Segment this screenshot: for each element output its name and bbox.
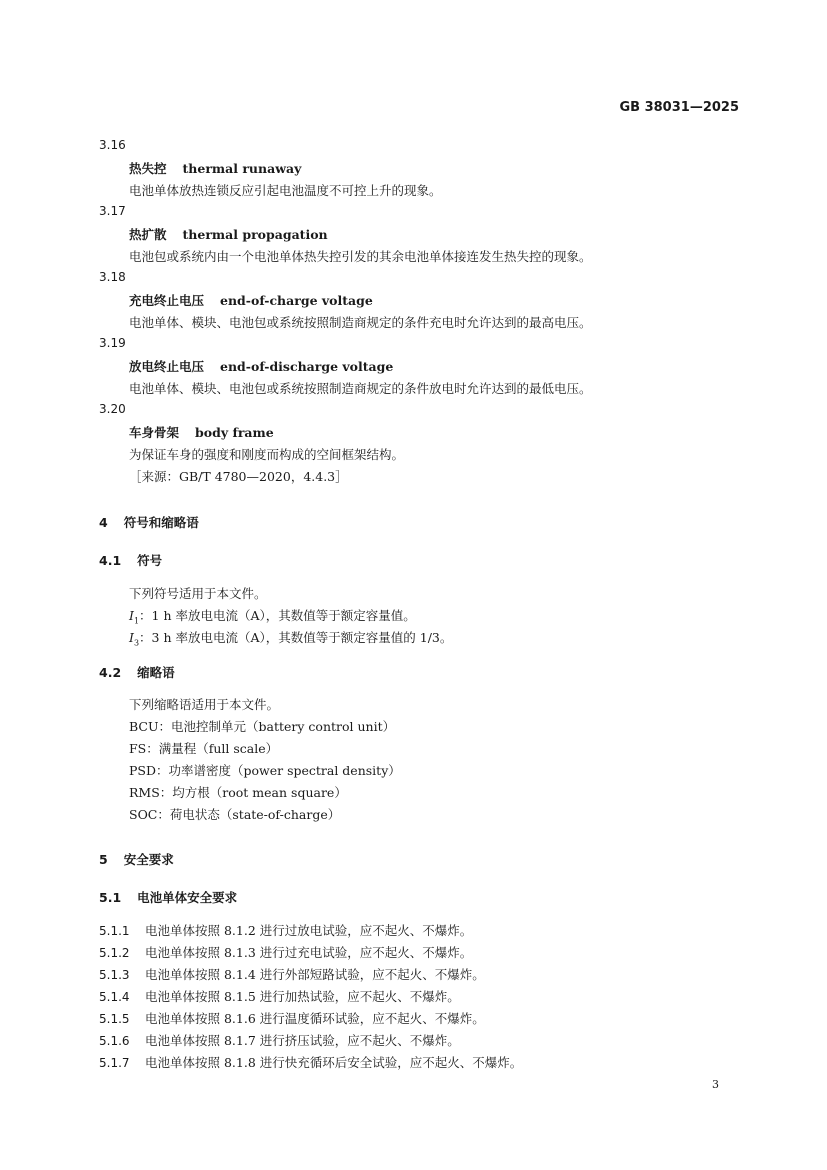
subsection-title: 符号	[137, 553, 163, 568]
term-number: 3.17	[99, 204, 126, 218]
item-text: 电池单体按照 8.1.7 进行挤压试验，应不起火、不爆炸。	[145, 1033, 460, 1048]
requirement-item	[99, 965, 485, 983]
requirement-item	[99, 1031, 460, 1049]
paragraph: 下列符号适用于本文件。	[129, 586, 267, 601]
term-definition: 为保证车身的强度和刚度而构成的空间框架结构。	[129, 447, 405, 462]
term-definition: 电池包或系统内由一个电池单体热失控引发的其余电池单体接连发生热失控的现象。	[129, 249, 592, 264]
term-title	[129, 159, 301, 177]
section-title: 安全要求	[123, 852, 174, 867]
symbol-text: ：3 h 率放电电流（A），其数值等于额定容量值的 1/3。	[139, 630, 453, 645]
item-text: 电池单体按照 8.1.4 进行外部短路试验，应不起火、不爆炸。	[145, 967, 485, 982]
term-title	[129, 225, 328, 243]
item-number: 5.1.7	[99, 1056, 130, 1070]
term-number: 3.20	[99, 402, 126, 416]
abbreviation-entry: PSD：功率谱密度（power spectral density）	[129, 763, 401, 778]
item-number: 5.1.6	[99, 1034, 130, 1048]
term-title	[129, 291, 373, 309]
symbol-entry	[129, 628, 452, 648]
requirement-item	[99, 987, 460, 1005]
term-en: end-of-charge voltage	[220, 293, 373, 308]
abbreviation-entry: SOC：荷电状态（state-of-charge）	[129, 807, 341, 822]
item-text: 电池单体按照 8.1.8 进行快充循环后安全试验，应不起火、不爆炸。	[145, 1055, 523, 1070]
symbol-subscript: 1	[133, 616, 140, 626]
term-en: thermal propagation	[182, 227, 328, 242]
item-text: 电池单体按照 8.1.2 进行过放电试验，应不起火、不爆炸。	[145, 923, 473, 938]
subsection-title: 缩略语	[137, 665, 175, 680]
term-en: end-of-discharge voltage	[220, 359, 394, 374]
term-en: thermal runaway	[182, 161, 302, 176]
subsection-heading	[99, 663, 175, 681]
requirement-item	[99, 1053, 522, 1071]
item-text: 电池单体按照 8.1.6 进行温度循环试验，应不起火、不爆炸。	[145, 1011, 485, 1026]
term-source: ［来源：GB/T 4780—2020，4.4.3］	[129, 469, 348, 484]
section-number: 5	[99, 852, 108, 867]
requirement-item	[99, 943, 472, 961]
subsection-number: 5.1	[99, 890, 122, 905]
subsection-heading	[99, 551, 162, 569]
symbol: I	[129, 608, 134, 623]
paragraph: 下列缩略语适用于本文件。	[129, 697, 280, 712]
item-number: 5.1.5	[99, 1012, 130, 1026]
item-text: 电池单体按照 8.1.3 进行过充电试验，应不起火、不爆炸。	[145, 945, 473, 960]
subsection-number: 4.2	[99, 665, 122, 680]
item-number: 5.1.2	[99, 946, 130, 960]
section-title: 符号和缩略语	[123, 515, 199, 530]
term-definition: 电池单体、模块、电池包或系统按照制造商规定的条件放电时允许达到的最低电压。	[129, 381, 592, 396]
term-number: 3.16	[99, 138, 126, 152]
abbreviation-entry: FS：满量程（full scale）	[129, 741, 279, 756]
section-heading	[99, 513, 199, 531]
item-number: 5.1.4	[99, 990, 130, 1004]
section-heading	[99, 850, 174, 868]
term-number: 3.18	[99, 270, 126, 284]
term-title	[129, 357, 393, 375]
subsection-title: 电池单体安全要求	[137, 890, 238, 905]
subsection-heading	[99, 888, 237, 906]
term-definition: 电池单体放热连锁反应引起电池温度不可控上升的现象。	[129, 183, 442, 198]
term-definition: 电池单体、模块、电池包或系统按照制造商规定的条件充电时允许达到的最高电压。	[129, 315, 592, 330]
item-number: 5.1.3	[99, 968, 130, 982]
section-number: 4	[99, 515, 108, 530]
symbol-entry	[129, 606, 416, 626]
term-zh: 充电终止电压	[129, 293, 205, 308]
symbol-text: ：1 h 率放电电流（A），其数值等于额定容量值。	[139, 608, 416, 623]
term-en: body frame	[195, 425, 274, 440]
page-number: 3	[712, 1078, 719, 1091]
subsection-number: 4.1	[99, 553, 122, 568]
abbreviation-entry: RMS：均方根（root mean square）	[129, 785, 347, 800]
term-title	[129, 423, 274, 441]
term-zh: 热失控	[129, 161, 167, 176]
term-number: 3.19	[99, 336, 126, 350]
requirement-item	[99, 1009, 485, 1027]
item-text: 电池单体按照 8.1.5 进行加热试验，应不起火、不爆炸。	[145, 989, 460, 1004]
term-zh: 放电终止电压	[129, 359, 205, 374]
abbreviation-entry: BCU：电池控制单元（battery control unit）	[129, 719, 396, 734]
symbol: I	[129, 630, 134, 645]
term-zh: 车身骨架	[129, 425, 180, 440]
symbol-subscript: 3	[133, 638, 140, 648]
item-number: 5.1.1	[99, 924, 130, 938]
standard-number: GB 38031—2025	[619, 100, 739, 115]
requirement-item	[99, 921, 472, 939]
term-zh: 热扩散	[129, 227, 167, 242]
